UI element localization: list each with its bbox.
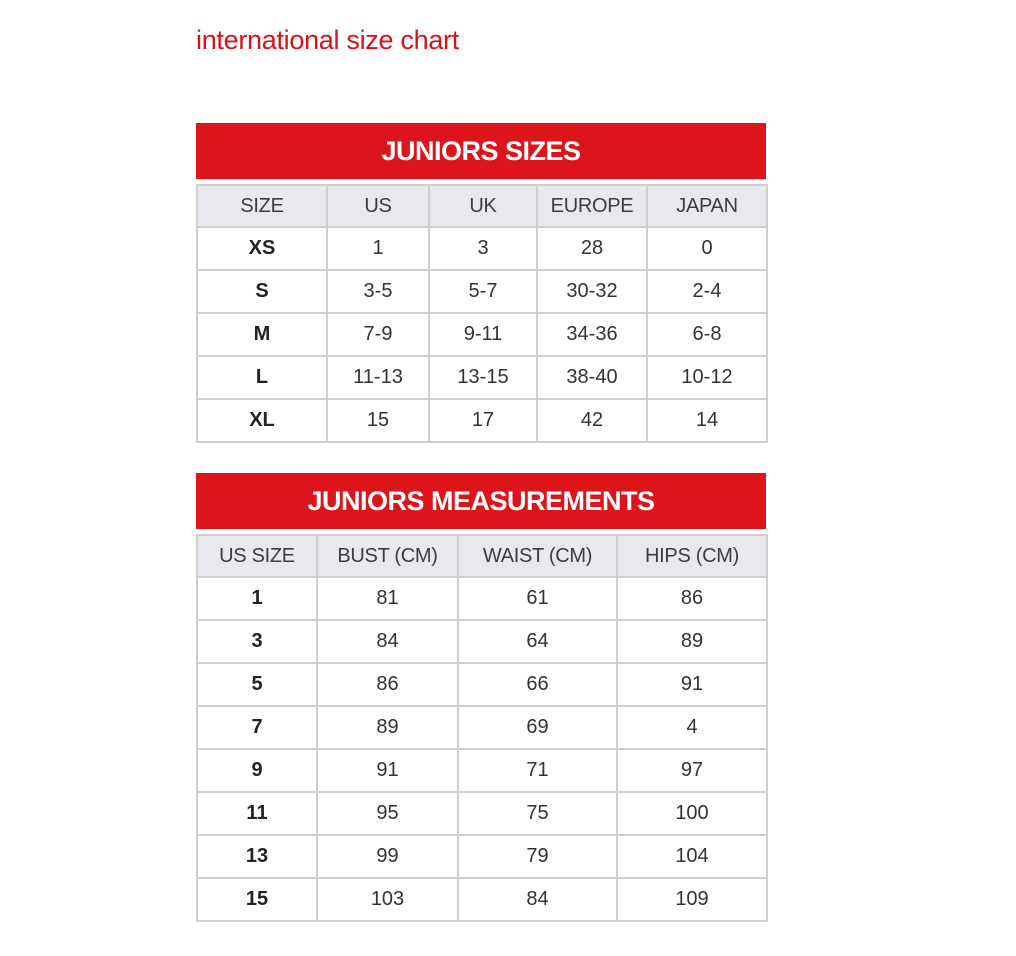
table-cell: 9-11 (429, 313, 537, 356)
column-header: UK (429, 185, 537, 227)
table-cell: 91 (617, 663, 767, 706)
table-row (197, 792, 767, 835)
table-cell: 13-15 (429, 356, 537, 399)
table-cell: 104 (617, 835, 767, 878)
table-cell: 4 (617, 706, 767, 749)
table-row (197, 356, 767, 399)
size-label: XL (197, 399, 327, 442)
table-cell: 75 (458, 792, 617, 835)
table-cell: 109 (617, 878, 767, 921)
column-header: US SIZE (197, 535, 317, 577)
table-row (197, 706, 767, 749)
size-label: L (197, 356, 327, 399)
table-row (197, 620, 767, 663)
table-cell: 66 (458, 663, 617, 706)
table-row (197, 663, 767, 706)
table-row (197, 878, 767, 921)
us-size-label: 5 (197, 663, 317, 706)
table-cell: 3-5 (327, 270, 429, 313)
us-size-label: 7 (197, 706, 317, 749)
table-cell: 28 (537, 227, 647, 270)
table-cell: 11-13 (327, 356, 429, 399)
size-label: S (197, 270, 327, 313)
table-cell: 15 (327, 399, 429, 442)
table-header-row (197, 535, 767, 577)
column-header: SIZE (197, 185, 327, 227)
us-size-label: 1 (197, 577, 317, 620)
juniors-sizes-section (196, 123, 766, 443)
table-cell: 81 (317, 577, 458, 620)
table-cell: 91 (317, 749, 458, 792)
table-cell: 30-32 (537, 270, 647, 313)
table-cell: 89 (317, 706, 458, 749)
table-cell: 10-12 (647, 356, 767, 399)
table-cell: 1 (327, 227, 429, 270)
column-header: JAPAN (647, 185, 767, 227)
table-cell: 95 (317, 792, 458, 835)
juniors-sizes-banner: JUNIORS SIZES (196, 123, 766, 179)
table-cell: 38-40 (537, 356, 647, 399)
table-cell: 103 (317, 878, 458, 921)
column-header: US (327, 185, 429, 227)
page-title: international size chart (196, 25, 459, 55)
size-label: XS (197, 227, 327, 270)
table-cell: 42 (537, 399, 647, 442)
table-cell: 5-7 (429, 270, 537, 313)
table-header-row (197, 185, 767, 227)
us-size-label: 15 (197, 878, 317, 921)
table-row (197, 749, 767, 792)
table-row (197, 270, 767, 313)
table-cell: 100 (617, 792, 767, 835)
table-cell: 71 (458, 749, 617, 792)
juniors-measurements-section (196, 473, 766, 922)
us-size-label: 11 (197, 792, 317, 835)
table-row (197, 399, 767, 442)
column-header: BUST (CM) (317, 535, 458, 577)
table-cell: 84 (317, 620, 458, 663)
size-label: M (197, 313, 327, 356)
table-cell: 86 (617, 577, 767, 620)
table-row (197, 313, 767, 356)
column-header: WAIST (CM) (458, 535, 617, 577)
table-cell: 6-8 (647, 313, 767, 356)
column-header: HIPS (CM) (617, 535, 767, 577)
table-row (197, 835, 767, 878)
table-cell: 64 (458, 620, 617, 663)
us-size-label: 13 (197, 835, 317, 878)
table-cell: 61 (458, 577, 617, 620)
table-cell: 14 (647, 399, 767, 442)
table-cell: 89 (617, 620, 767, 663)
table-row (197, 577, 767, 620)
table-cell: 2-4 (647, 270, 767, 313)
juniors-measurements-banner: JUNIORS MEASUREMENTS (196, 473, 766, 529)
table-cell: 0 (647, 227, 767, 270)
table-cell: 97 (617, 749, 767, 792)
table-row (197, 227, 767, 270)
table-cell: 7-9 (327, 313, 429, 356)
column-header: EUROPE (537, 185, 647, 227)
table-cell: 86 (317, 663, 458, 706)
us-size-label: 3 (197, 620, 317, 663)
table-cell: 3 (429, 227, 537, 270)
table-cell: 17 (429, 399, 537, 442)
table-cell: 34-36 (537, 313, 647, 356)
table-cell: 84 (458, 878, 617, 921)
us-size-label: 9 (197, 749, 317, 792)
juniors-sizes-table (196, 184, 768, 443)
table-cell: 99 (317, 835, 458, 878)
table-cell: 69 (458, 706, 617, 749)
juniors-measurements-table (196, 534, 768, 922)
table-cell: 79 (458, 835, 617, 878)
